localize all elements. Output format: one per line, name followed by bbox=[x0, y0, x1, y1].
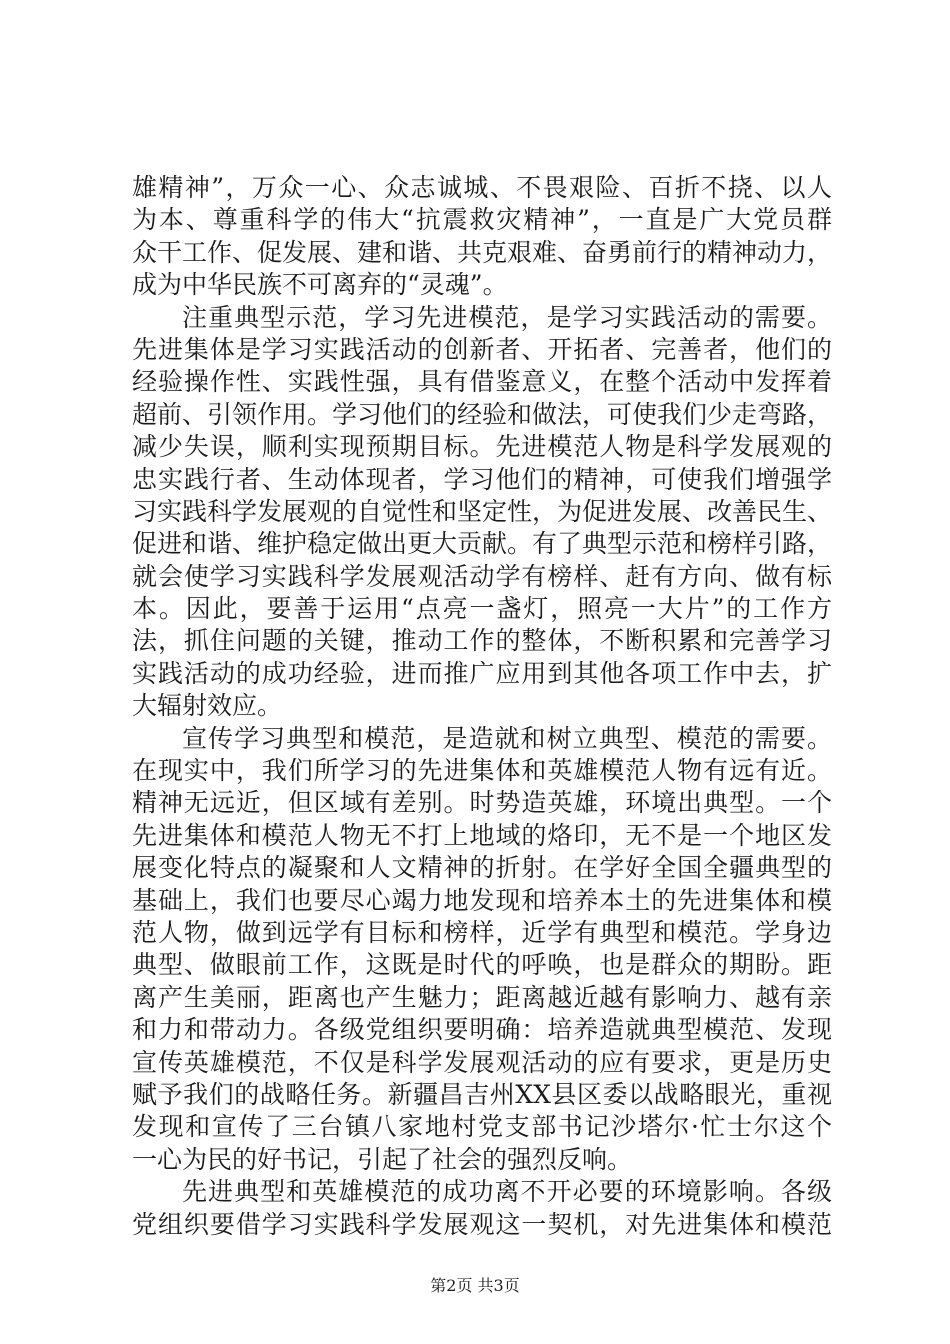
text-line: 宣传英雄模范，不仅是科学发展观活动的应有要求，更是历史 bbox=[132, 1047, 832, 1077]
text-line: 先进集体是学习实践活动的创新者、开拓者、完善者，他们的 bbox=[132, 334, 832, 364]
paragraph bbox=[132, 1176, 832, 1241]
text-line: 超前、引领作用。学习他们的经验和做法，可使我们少走弯路， bbox=[132, 399, 833, 429]
text-line: 就会使学习实践科学发展观活动学有榜样、赶有方向、做有标 bbox=[132, 561, 832, 591]
text-line: 在现实中，我们所学习的先进集体和英雄模范人物有远有近。 bbox=[132, 756, 832, 786]
text-line: 党组织要借学习实践科学发展观这一契机，对先进集体和模范 bbox=[132, 1209, 832, 1239]
text-line: 精神无远近，但区域有差别。时势造英雄，环境出典型。一个 bbox=[132, 788, 832, 818]
text-line: 法，抓住问题的关键，推动工作的整体，不断积累和完善学习 bbox=[132, 626, 832, 656]
text-line: 典型、做眼前工作，这既是时代的呼唤，也是群众的期盼。距 bbox=[132, 950, 832, 980]
text-line: 习实践科学发展观的自觉性和坚定性，为促进发展、改善民生、 bbox=[132, 496, 833, 526]
text-line: 雄精神”，万众一心、众志诚城、不畏艰险、百折不挠、以人 bbox=[132, 173, 832, 202]
text-line: 减少失误，顺利实现预期目标。先进模范人物是科学发展观的 bbox=[132, 432, 832, 462]
text-line: 本。因此，要善于运用“点亮一盏灯，照亮一大片”的工作方 bbox=[132, 594, 832, 624]
text-line: 成为中华民族不可离弃的“灵魂”。 bbox=[132, 270, 508, 300]
text-line: 注重典型示范，学习先进模范，是学习实践活动的需要。 bbox=[182, 302, 832, 332]
text-line: 为本、尊重科学的伟大“抗震救灾精神”，一直是广大党员群 bbox=[132, 205, 832, 235]
text-line: 离产生美丽，距离也产生魅力；距离越近越有影响力、越有亲 bbox=[132, 982, 832, 1012]
text-line: 宣传学习典型和模范，是造就和树立典型、模范的需要。 bbox=[182, 723, 832, 753]
text-line: 范人物，做到远学有目标和榜样，近学有典型和模范。学身边 bbox=[132, 917, 832, 947]
paragraph bbox=[132, 302, 832, 723]
text-line: 忠实践行者、生动体现者，学习他们的精神，可使我们增强学 bbox=[132, 464, 832, 494]
text-line: 和力和带动力。各级党组织要明确：培养造就典型模范、发现 bbox=[132, 1015, 832, 1045]
paragraph bbox=[132, 723, 832, 1176]
document-body bbox=[132, 172, 832, 1241]
text-line: 促进和谐、维护稳定做出更大贡献。有了典型示范和榜样引路， bbox=[132, 529, 833, 559]
text-line: 发现和宣传了三台镇八家地村党支部书记沙塔尔·忙士尔这个 bbox=[132, 1112, 832, 1142]
text-line: 大辐射效应。 bbox=[132, 691, 283, 721]
text-line: 先进集体和模范人物无不打上地域的烙印，无不是一个地区发 bbox=[132, 820, 832, 850]
text-line: 一心为民的好书记，引起了社会的强烈反响。 bbox=[132, 1144, 633, 1174]
text-line: 众干工作、促发展、建和谐、共克艰难、奋勇前行的精神动力， bbox=[132, 237, 833, 267]
text-line: 基础上，我们也要尽心竭力地发现和培养本土的先进集体和模 bbox=[132, 885, 832, 915]
text-line: 赋予我们的战略任务。新疆昌吉州XX县区委以战略眼光，重视 bbox=[132, 1079, 832, 1109]
text-line: 实践活动的成功经验，进而推广应用到其他各项工作中去，扩 bbox=[132, 658, 832, 688]
paragraph bbox=[132, 172, 832, 302]
page-footer: 第2页 共3页 bbox=[430, 1276, 520, 1295]
text-line: 展变化特点的凝聚和人文精神的折射。在学好全国全疆典型的 bbox=[132, 853, 832, 883]
text-line: 先进典型和英雄模范的成功离不开必要的环境影响。各级 bbox=[182, 1177, 832, 1207]
text-line: 经验操作性、实践性强，具有借鉴意义，在整个活动中发挥着 bbox=[132, 367, 832, 397]
